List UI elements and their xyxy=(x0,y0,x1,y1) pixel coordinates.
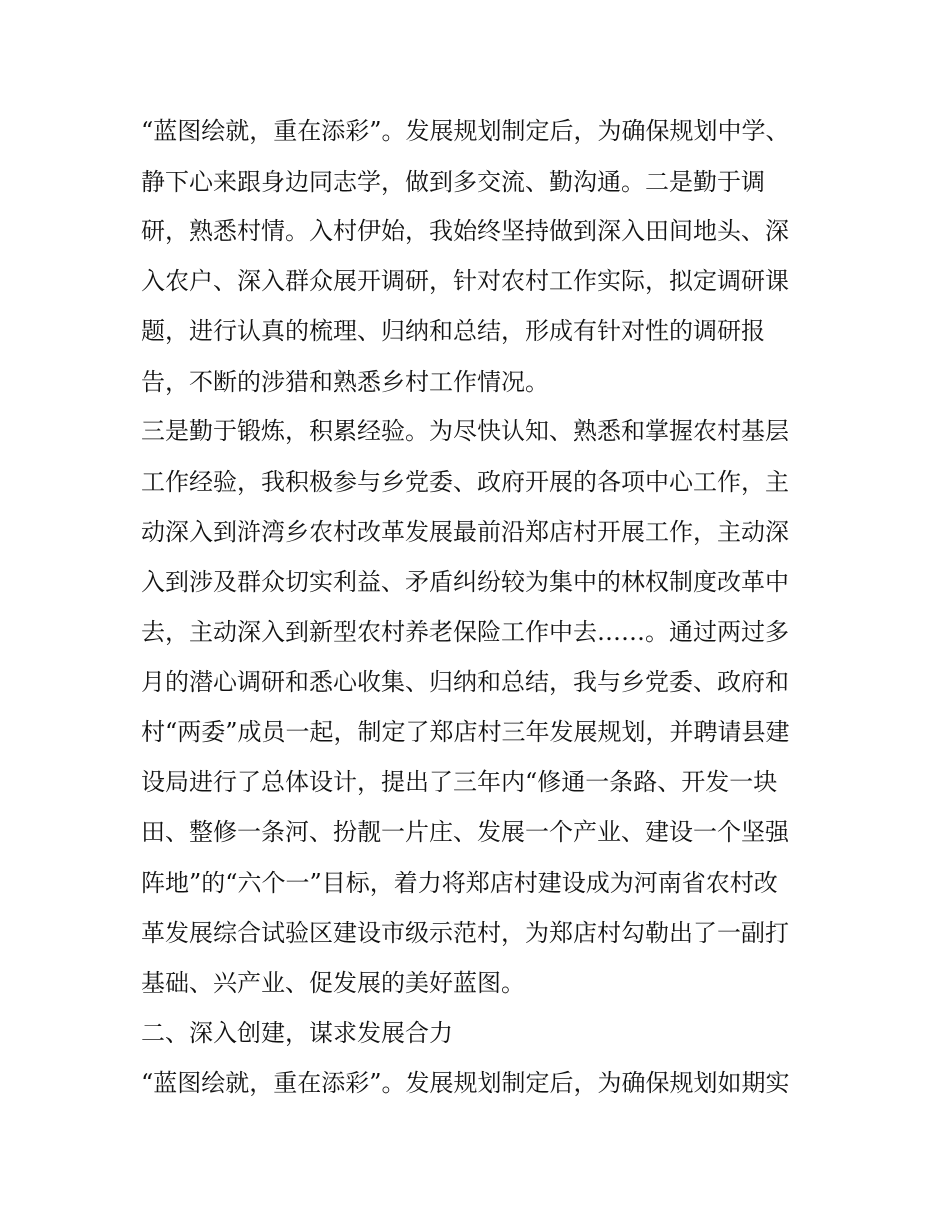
text-line: 静下心来跟身边同志学，做到多交流、勤沟通。二是勤于调 xyxy=(141,168,765,196)
text-line: 动深入到浒湾乡农村改革发展最前沿郑店村开展工作，主动深 xyxy=(141,518,789,546)
text-line: 基础、兴产业、促发展的美好蓝图。 xyxy=(141,969,525,997)
text-line: 告，不断的涉猎和熟悉乡村工作情况。 xyxy=(141,368,549,396)
text-line: 入到涉及群众切实利益、矛盾纠纷较为集中的林权制度改革中 xyxy=(141,568,789,596)
text-line: 入农户、深入群众展开调研，针对农村工作实际，拟定调研课 xyxy=(141,267,789,295)
text-line: 月的潜心调研和悉心收集、归纳和总结，我与乡党委、政府和 xyxy=(141,668,789,696)
text-line: 阵地”的“六个一”目标，着力将郑店村建设成为河南省农村改 xyxy=(141,869,778,897)
text-line: 设局进行了总体设计，提出了三年内“修通一条路、开发一块 xyxy=(141,768,778,796)
text-line: 三是勤于锻炼，积累经验。为尽快认知、熟悉和掌握农村基层 xyxy=(141,417,789,445)
text-line: “蓝图绘就，重在添彩”。发展规划制定后，为确保规划中学、 xyxy=(141,117,790,145)
text-line: 研，熟悉村情。入村伊始，我始终坚持做到深入田间地头、深 xyxy=(141,217,789,245)
text-line: 村“两委”成员一起，制定了郑店村三年发展规划，并聘请县建 xyxy=(141,718,790,746)
text-line: 革发展综合试验区建设市级示范村，为郑店村勾勒出了一副打 xyxy=(141,919,789,947)
text-line: 田、整修一条河、扮靓一片庄、发展一个产业、建设一个坚强 xyxy=(141,818,789,846)
text-line: 工作经验，我积极参与乡党委、政府开展的各项中心工作，主 xyxy=(141,468,789,496)
section-heading: 二、深入创建，谋求发展合力 xyxy=(141,1019,453,1047)
text-line: “蓝图绘就，重在添彩”。发展规划制定后，为确保规划如期实 xyxy=(141,1069,790,1097)
text-line: 题，进行认真的梳理、归纳和总结，形成有针对性的调研报 xyxy=(141,317,765,345)
text-line: 去，主动深入到新型农村养老保险工作中去……。通过两过多 xyxy=(141,618,789,646)
